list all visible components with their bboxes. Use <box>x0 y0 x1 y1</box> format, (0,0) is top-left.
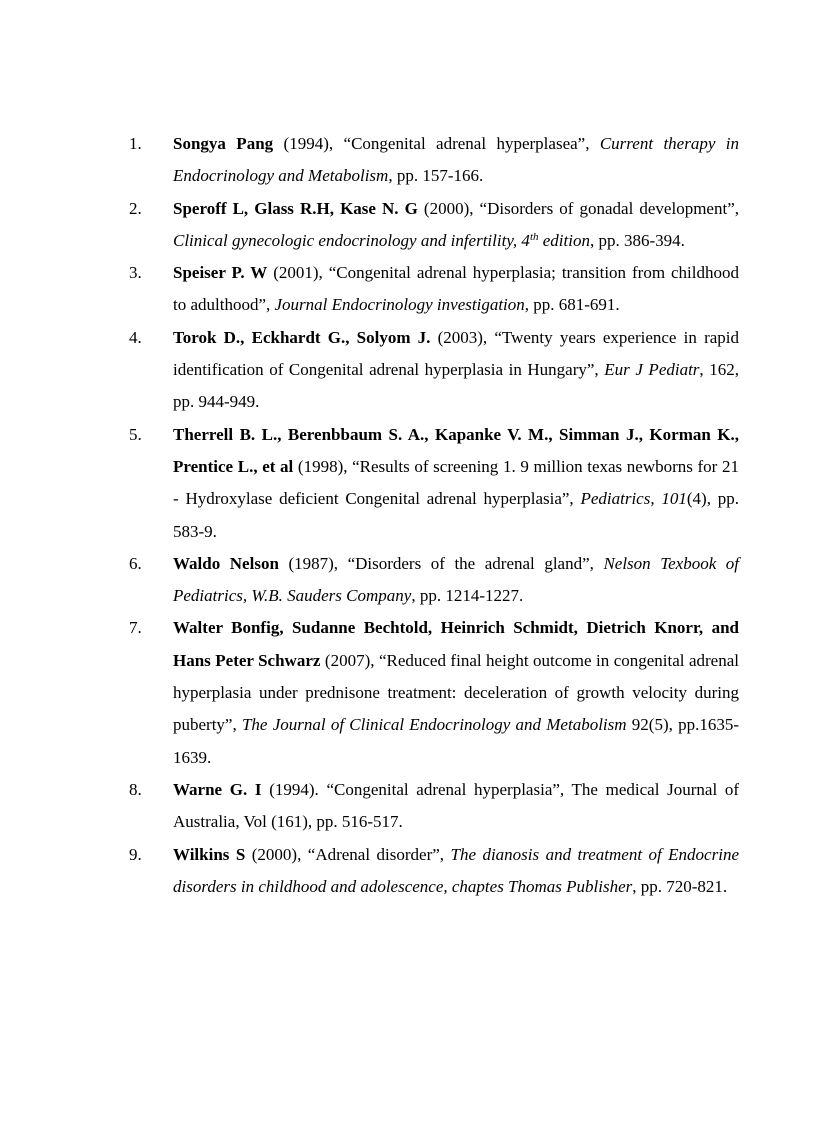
reference-number: 5. <box>129 424 142 444</box>
reference-text: 92(5), pp.1635-1639. <box>173 715 739 767</box>
reference-source-italic: Clinical gynecologic endocrinology and infertility, 4 <box>173 230 530 250</box>
reference-item <box>129 839 739 904</box>
reference-source-italic: Pediatrics, 101 <box>580 489 687 509</box>
reference-number: 8. <box>129 779 142 799</box>
reference-authors: Walter Bonfig, Sudanne Bechtold, Heinrich Schmidt, Dietrich Knorr, and Hans Peter Schwarz <box>173 618 739 670</box>
reference-number: 7. <box>129 618 142 638</box>
reference-item <box>129 322 739 419</box>
reference-source-italic: Journal Endocrinology investigation, <box>274 295 530 315</box>
reference-text: (1994). “Congenital adrenal hyperplasia”, The medical Journal of Australia, Vol (161), pp. 516-517. <box>173 779 740 832</box>
reference-item <box>129 612 739 773</box>
reference-list <box>129 128 739 903</box>
reference-text: pp. 681-691. <box>529 295 620 315</box>
reference-number: 6. <box>129 553 142 573</box>
reference-text: (2007), “Reduced final height outcome in congenital adrenal hyperplasia under prednisone treatment: deceleration of growth velocity during puberty”, <box>173 650 739 735</box>
reference-text: , pp. 157-166. <box>388 166 484 186</box>
reference-authors: Speiser P. W <box>173 263 268 283</box>
reference-authors: Wilkins S <box>173 844 246 864</box>
reference-source-italic: edition <box>538 230 590 250</box>
reference-text: (2003), “Twenty years experience in rapid identification of Congenital adrenal hyperplasia in Hungary”, <box>173 327 739 380</box>
reference-source-italic: Current therapy in Endocrinology and Metabolism <box>173 134 739 186</box>
reference-number: 3. <box>129 263 142 283</box>
reference-authors: Warne G. I <box>173 779 262 799</box>
reference-source-italic: Eur J Pediatr <box>604 360 700 380</box>
reference-number: 2. <box>129 198 142 218</box>
reference-number: 4. <box>129 327 142 347</box>
reference-text: , 162, pp. 944-949. <box>173 360 739 412</box>
reference-text: , pp. 1214-1227. <box>411 586 524 606</box>
reference-text: (4), pp. 583-9. <box>173 489 739 541</box>
reference-text: (2000), “Adrenal disorder”, <box>245 844 451 864</box>
reference-number: 9. <box>129 844 142 864</box>
reference-text: , pp. 386-394. <box>589 230 685 250</box>
reference-text: (1994), “Congenital adrenal hyperplasea”, <box>273 134 600 153</box>
reference-authors: Therrell B. L., Berenbbaum S. A., Kapanke V. M., Simman J., Korman K., Prentice L., et al <box>173 424 739 476</box>
reference-text: (1987), “Disorders of the adrenal gland”, <box>278 553 604 573</box>
reference-item <box>129 419 739 548</box>
reference-text: (2001), “Congenital adrenal hyperplasia; transition from childhood to adulthood”, <box>173 263 739 315</box>
reference-item <box>129 774 739 839</box>
reference-item <box>129 548 739 613</box>
reference-item <box>129 257 739 322</box>
reference-text: (1998), “Results of screening 1. 9 million texas newborns for 21 - Hydroxylase deficient Congenital adrenal hyperplasia”, <box>173 456 739 509</box>
reference-item <box>129 193 739 258</box>
reference-authors: Waldo Nelson <box>173 553 279 573</box>
reference-item <box>129 128 739 193</box>
reference-source-italic: th <box>529 230 539 243</box>
reference-number: 1. <box>129 134 142 153</box>
reference-authors: Songya Pang <box>173 134 274 153</box>
reference-source-italic: The Journal of Clinical Endocrinology and Metabolism <box>241 715 627 735</box>
reference-text: , pp. 720-821. <box>632 876 728 896</box>
reference-authors: Torok D., Eckhardt G., Solyom J. <box>173 327 431 347</box>
reference-source-italic: Nelson Texbook of Pediatrics, W.B. Sauders Company <box>173 553 739 606</box>
reference-authors: Speroff L, Glass R.H, Kase N. G <box>173 198 418 218</box>
reference-text: (2000), “Disorders of gonadal development”, <box>417 198 739 218</box>
reference-source-italic: The dianosis and treatment of Endocrine disorders in childhood and adolescence, chaptes Thomas Publisher <box>173 844 739 896</box>
